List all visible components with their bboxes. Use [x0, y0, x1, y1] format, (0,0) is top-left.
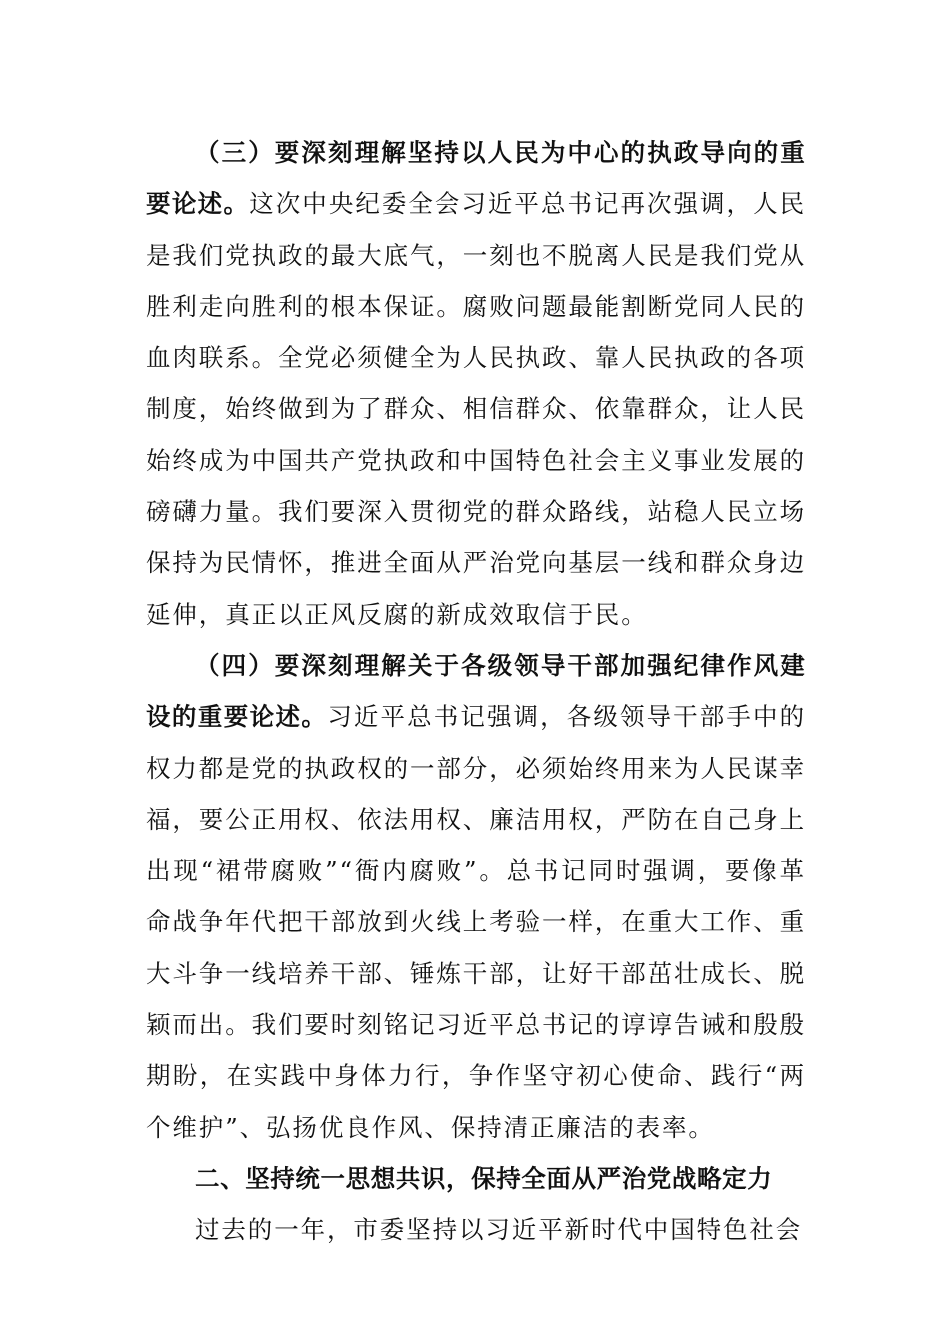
- paragraph-three: [146, 127, 806, 640]
- paragraph-four-text: 习近平总书记强调，各级领导干部手中的权力都是党的执政权的一部分，必须始终用来为人民谋幸福，要公正用权、依法用权、廉洁用权，严防在自己身上出现“裙带腐败”“衙内腐败”。总书记同时强调，要像革命战争年代把干部放到火线上考验一样，在重大工作、重大斗争一线培养干部、锤炼干部，让好干部茁壮成长、脱颖而出。我们要时刻铭记习近平总书记的谆谆告诫和殷殷期盼，在实践中身体力行，争作坚守初心使命、践行“两个维护”、弘扬优良作风、保持清正廉洁的表率。: [146, 702, 806, 1142]
- paragraph-four: [146, 640, 806, 1153]
- document-body: [146, 127, 806, 1256]
- section-first-paragraph: 过去的一年，市委坚持以习近平新时代中国特色社会: [195, 1215, 803, 1245]
- section-heading: 二、坚持统一思想共识，保持全面从严治党战略定力: [195, 1163, 773, 1193]
- paragraph-three-lead: （三）要深刻理解坚持以人民为中心的执政导向的重要论述。: [146, 138, 806, 219]
- paragraph-four-lead: （四）要深刻理解关于各级领导干部加强纪律作风建设的重要论述。: [146, 650, 806, 732]
- paragraph-three-text: 这次中央纪委全会习近平总书记再次强调，人民是我们党执政的最大底气，一刻也不脱离人民是我们党从胜利走向胜利的根本保证。腐败问题最能割断党同人民的血肉联系。全党必须健全为人民执政、靠人民执政的各项制度，始终做到为了群众、相信群众、依靠群众，让人民始终成为中国共产党执政和中国特色社会主义事业发展的磅礴力量。我们要深入贯彻党的群众路线，站稳人民立场保持为民情怀，推进全面从严治党向基层一线和群众身边延伸，真正以正风反腐的新成效取信于民。: [146, 189, 806, 629]
